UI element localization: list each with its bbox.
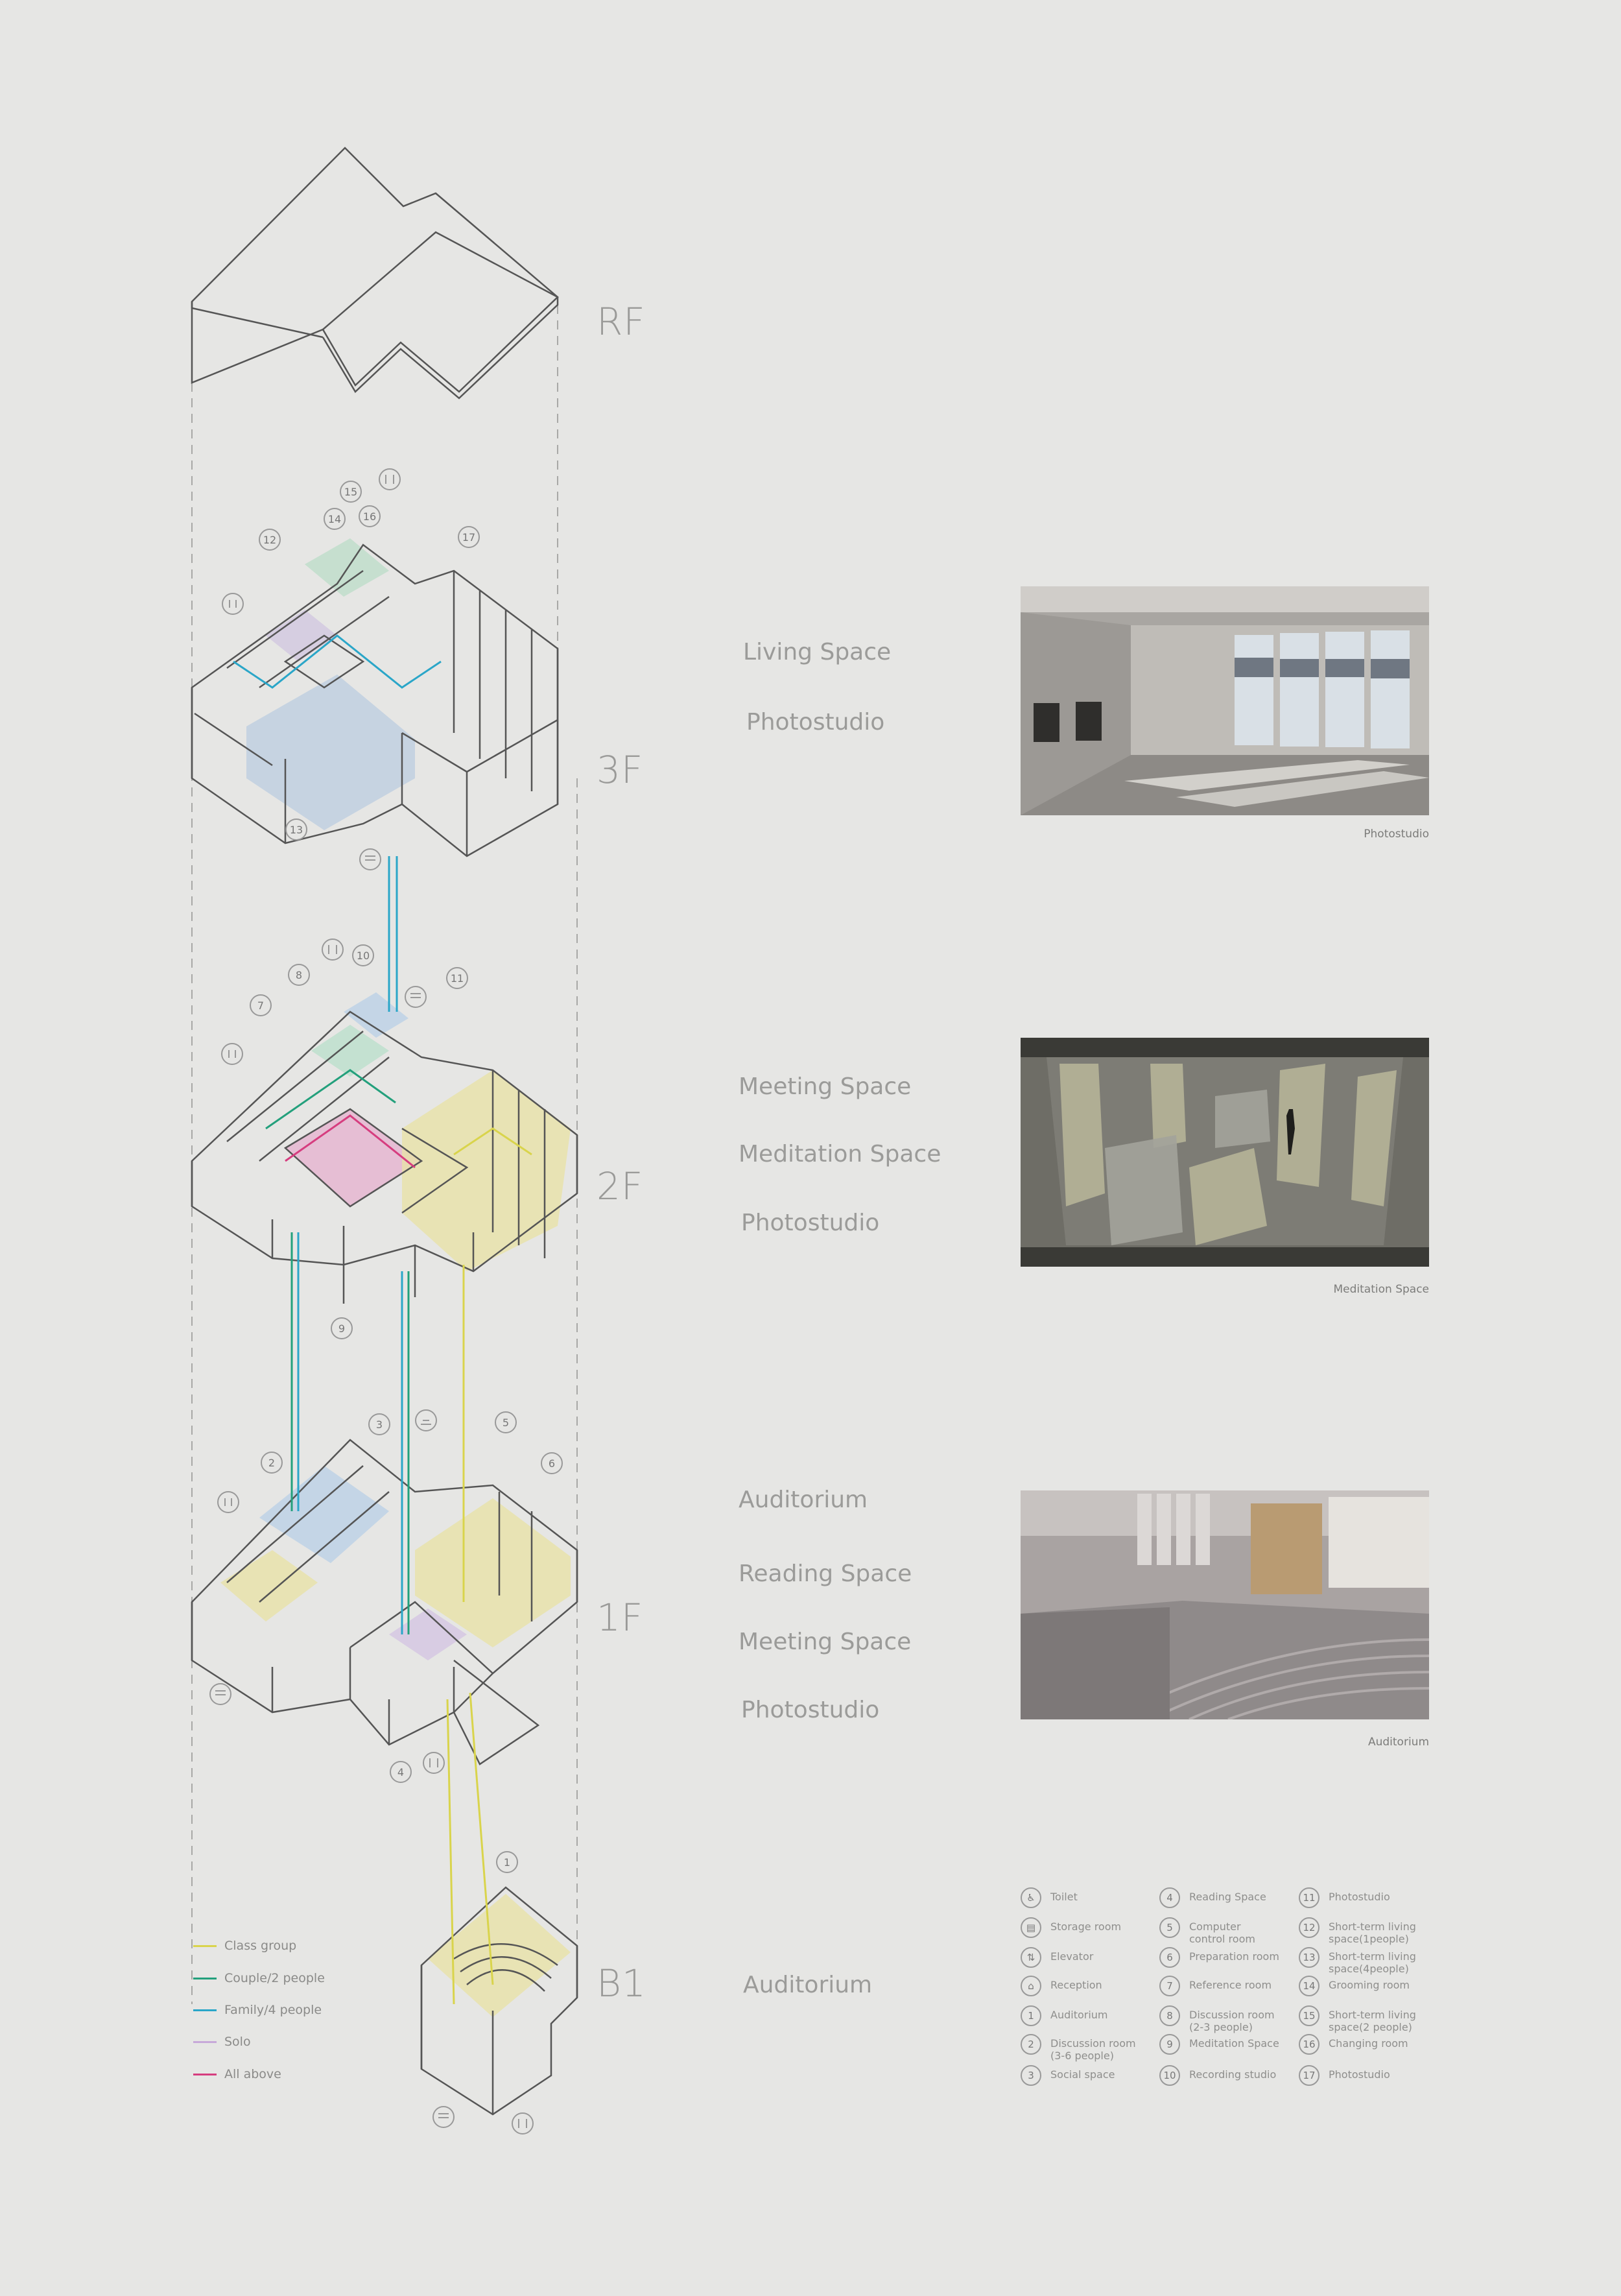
floor-label-3f: 3F	[597, 748, 644, 792]
key-item-elevator-icon	[1021, 1947, 1154, 1968]
key-item-number-6	[1159, 1947, 1292, 1968]
floor-2f-plan	[192, 992, 577, 1304]
key-item-label: Reference room	[1189, 1979, 1272, 1991]
reception-icon: ⌂	[1021, 1976, 1041, 1996]
space-1f-auditorium: Auditorium	[739, 1487, 868, 1513]
key-item-label: Social space	[1050, 2068, 1115, 2081]
callout-7	[250, 995, 271, 1016]
storage-icon	[405, 987, 426, 1007]
toilet-icon	[512, 2113, 533, 2134]
toilet-icon	[322, 939, 343, 960]
key-item-label: Storage room	[1050, 1920, 1122, 1933]
elevator-icon	[218, 1492, 239, 1513]
callout-6	[541, 1453, 562, 1474]
legend-solo: Solo	[193, 2032, 251, 2051]
svg-text:11: 11	[450, 972, 464, 985]
key-item-label: Discussion room (2-3 people)	[1189, 2009, 1275, 2033]
roof-plan	[192, 148, 558, 398]
photo-auditorium	[1021, 1490, 1429, 1719]
svg-text:4: 4	[397, 1766, 405, 1778]
floor-label-b1: B1	[597, 1961, 646, 2005]
key-item-label: Grooming room	[1329, 1979, 1410, 1991]
callout-2	[261, 1452, 282, 1473]
svg-text:8: 8	[295, 969, 303, 981]
callout-15	[340, 481, 361, 502]
photo-caption-photostudio: Photostudio	[1364, 828, 1429, 841]
svg-text:17: 17	[462, 531, 476, 544]
key-item-number-2	[1021, 2034, 1154, 2062]
key-item-label: Meditation Space	[1189, 2037, 1279, 2050]
svg-text:13: 13	[289, 824, 303, 836]
storage-icon	[360, 849, 381, 870]
svg-text:10: 10	[356, 950, 370, 962]
key-item-label: Preparation room	[1189, 1950, 1279, 1963]
callout-3	[369, 1414, 390, 1435]
callout-5	[495, 1412, 516, 1433]
key-item-number-11	[1299, 1887, 1432, 1908]
svg-text:3: 3	[375, 1418, 383, 1431]
number-4-badge: 4	[1159, 1887, 1180, 1908]
space-b1-auditorium: Auditorium	[743, 1972, 873, 1998]
key-item-number-17	[1299, 2065, 1432, 2086]
legend-class-group: Class group	[193, 1936, 296, 1955]
key-item-label: Toilet	[1050, 1891, 1078, 1903]
space-1f-photostudio: Photostudio	[741, 1697, 880, 1723]
floor-label-1f: 1F	[597, 1596, 644, 1640]
elevator-icon	[222, 593, 243, 614]
floor-label-2f: 2F	[597, 1164, 644, 1208]
reception-icon	[416, 1410, 436, 1431]
photo-caption-meditation: Meditation Space	[1333, 1283, 1429, 1296]
storage-icon	[210, 1684, 231, 1704]
key-item-number-3	[1021, 2065, 1154, 2086]
callout-9	[331, 1318, 352, 1339]
callout-12	[259, 529, 280, 550]
key-item-number-10	[1159, 2065, 1292, 2086]
number-7-badge: 7	[1159, 1976, 1180, 1996]
floor-label-rf: RF	[597, 300, 646, 344]
floor-3f-plan	[192, 538, 558, 856]
callout-11	[447, 968, 467, 988]
floor-1f-plan	[192, 1440, 577, 1764]
number-1-badge: 1	[1021, 2005, 1041, 2026]
number-14-badge: 14	[1299, 1976, 1319, 1996]
legend-all-above: All above	[193, 2064, 281, 2084]
toilet-icon	[423, 1752, 444, 1773]
number-9-badge: 9	[1159, 2034, 1180, 2055]
legend-couple: Couple/2 people	[193, 1968, 325, 1988]
elevator-icon: ⇅	[1021, 1947, 1041, 1968]
key-item-number-1	[1021, 2005, 1154, 2026]
space-2f-meeting: Meeting Space	[739, 1073, 912, 1100]
key-item-label: Reception	[1050, 1979, 1102, 1991]
key-item-toilet-icon	[1021, 1887, 1154, 1908]
storage-icon	[433, 2107, 454, 2127]
key-item-label: Short-term living space(2 people)	[1329, 2009, 1416, 2033]
toilet-icon	[379, 469, 400, 490]
callout-1	[497, 1852, 517, 1872]
number-16-badge: 16	[1299, 2034, 1319, 2055]
callout-13	[286, 819, 307, 840]
number-10-badge: 10	[1159, 2065, 1180, 2086]
number-12-badge: 12	[1299, 1917, 1319, 1938]
key-item-number-16	[1299, 2034, 1432, 2055]
svg-text:6: 6	[548, 1457, 556, 1470]
key-item-number-4	[1159, 1887, 1292, 1908]
key-item-label: Short-term living space(4people)	[1329, 1950, 1416, 1975]
key-item-number-12	[1299, 1917, 1432, 1945]
key-item-number-8	[1159, 2005, 1292, 2033]
space-3f-photostudio: Photostudio	[746, 709, 885, 735]
space-1f-meeting: Meeting Space	[739, 1629, 912, 1655]
photo-caption-auditorium: Auditorium	[1367, 1736, 1429, 1749]
key-item-number-14	[1299, 1976, 1432, 1996]
space-1f-reading: Reading Space	[739, 1561, 912, 1587]
key-item-label: Recording studio	[1189, 2068, 1277, 2081]
toilet-icon: ♿	[1021, 1887, 1041, 1908]
key-item-number-5	[1159, 1917, 1292, 1945]
number-8-badge: 8	[1159, 2005, 1180, 2026]
svg-text:12: 12	[263, 534, 277, 546]
svg-text:2: 2	[268, 1457, 276, 1469]
key-item-number-13	[1299, 1947, 1432, 1975]
elevator-icon	[222, 1044, 243, 1064]
key-item-number-15	[1299, 2005, 1432, 2033]
key-item-label: Changing room	[1329, 2037, 1408, 2050]
photo-photostudio	[1021, 586, 1429, 815]
svg-text:16: 16	[362, 510, 377, 523]
callout-4	[390, 1762, 411, 1782]
callout-16	[359, 506, 380, 527]
number-17-badge: 17	[1299, 2065, 1319, 2086]
key-item-label: Reading Space	[1189, 1891, 1266, 1903]
photo-meditation-space	[1021, 1038, 1429, 1267]
callout-14	[324, 508, 345, 529]
key-item-label: Elevator	[1050, 1950, 1094, 1963]
key-item-label: Photostudio	[1329, 1891, 1390, 1903]
number-11-badge: 11	[1299, 1887, 1319, 1908]
key-item-label: Photostudio	[1329, 2068, 1390, 2081]
number-3-badge: 3	[1021, 2065, 1041, 2086]
legend-family: Family/4 people	[193, 2000, 322, 2020]
floor-b1-plan	[421, 1887, 577, 2114]
callout-17	[458, 527, 479, 547]
number-15-badge: 15	[1299, 2005, 1319, 2026]
svg-text:9: 9	[338, 1322, 346, 1335]
space-2f-meditation: Meditation Space	[739, 1141, 941, 1167]
space-2f-photostudio: Photostudio	[741, 1210, 880, 1236]
key-item-label: Discussion room (3-6 people)	[1050, 2037, 1136, 2062]
callout-10	[353, 945, 373, 966]
space-3f-living: Living Space	[743, 639, 892, 665]
svg-text:7: 7	[257, 999, 265, 1012]
number-5-badge: 5	[1159, 1917, 1180, 1938]
key-item-label: Computer control room	[1189, 1920, 1255, 1945]
key-item-label: Short-term living space(1people)	[1329, 1920, 1416, 1945]
key-item-storage-icon	[1021, 1917, 1154, 1938]
key-item-label: Auditorium	[1050, 2009, 1108, 2021]
callout-8	[289, 964, 309, 985]
number-13-badge: 13	[1299, 1947, 1319, 1968]
storage-icon: ▤	[1021, 1917, 1041, 1938]
svg-text:15: 15	[344, 486, 358, 498]
svg-text:14: 14	[327, 513, 342, 525]
key-item-number-7	[1159, 1976, 1292, 1996]
svg-text:1: 1	[503, 1856, 511, 1869]
number-6-badge: 6	[1159, 1947, 1180, 1968]
svg-text:5: 5	[502, 1417, 510, 1429]
circulation-lines	[233, 636, 532, 2004]
key-item-reception-icon	[1021, 1976, 1154, 1996]
key-item-number-9	[1159, 2034, 1292, 2055]
number-2-badge: 2	[1021, 2034, 1041, 2055]
